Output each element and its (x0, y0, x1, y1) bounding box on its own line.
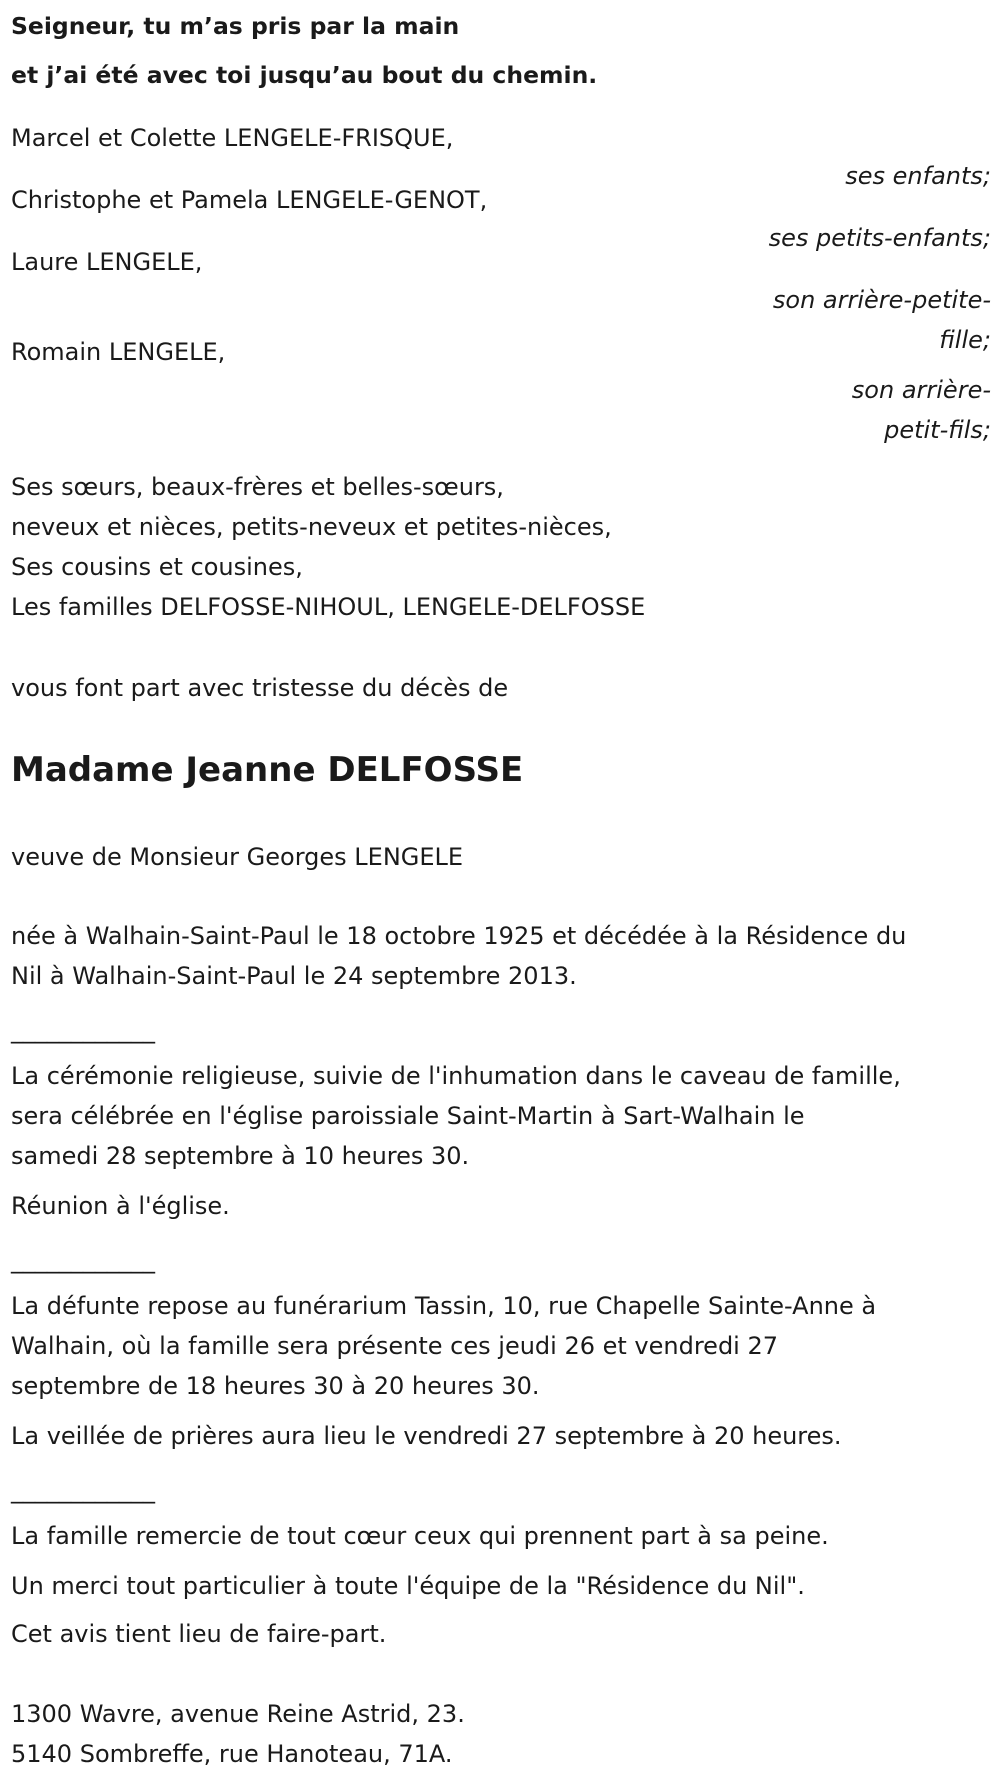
opening-quote (11, 2, 911, 100)
family-role (761, 370, 991, 450)
deceased-name: Madame Jeanne DELFOSSE (11, 750, 524, 790)
family-role-line-2: fille; (939, 326, 991, 354)
separator-line: ____________ (11, 1246, 155, 1274)
family-name: Marcel et Colette LENGELE-FRISQUE, (11, 124, 454, 152)
funerarium-line-2: Walhain, où la famille sera présente ces jeudi 26 et vendredi 27 (11, 1332, 779, 1360)
announcement-text: vous font part avec tristesse du décès de (11, 674, 509, 702)
relatives-list (11, 467, 645, 627)
funerarium-text (11, 1286, 876, 1406)
addresses (11, 1694, 465, 1774)
separator-line: ____________ (11, 1016, 155, 1044)
funerarium-line-3: septembre de 18 heures 30 à 20 heures 30. (11, 1372, 540, 1400)
family-role: ses enfants; (845, 162, 991, 190)
meeting-text: Réunion à l'église. (11, 1192, 230, 1220)
widow-of-text: veuve de Monsieur Georges LENGELE (11, 843, 464, 871)
address-line: 1300 Wavre, avenue Reine Astrid, 23. (11, 1700, 465, 1728)
relatives-line: neveux et nièces, petits-neveux et petites-nièces, (11, 513, 612, 541)
ceremony-line-2: sera célébrée en l'église paroissiale Saint-Martin à Sart-Walhain le (11, 1102, 805, 1130)
funerarium-line-1: La défunte repose au funérarium Tassin, 10, rue Chapelle Sainte-Anne à (11, 1292, 877, 1320)
relatives-line: Ses cousins et cousines, (11, 553, 303, 581)
family-list (11, 118, 991, 444)
birth-death-line-1: née à Walhain-Saint-Paul le 18 octobre 1925 et décédée à la Résidence du (11, 922, 907, 950)
thanks-line-3: Cet avis tient lieu de faire-part. (11, 1620, 387, 1648)
family-role-line-2: petit-fils; (884, 416, 991, 444)
birth-death-text (11, 916, 906, 996)
ceremony-line-3: samedi 28 septembre à 10 heures 30. (11, 1142, 470, 1170)
address-line: 5140 Sombreffe, rue Hanoteau, 71A. (11, 1740, 453, 1768)
family-role-line-1: son arrière- (851, 376, 991, 404)
family-row-great-grandson (11, 332, 991, 444)
thanks-line-1: La famille remercie de tout cœur ceux qui prennent part à sa peine. (11, 1522, 829, 1550)
thanks-line-2: Un merci tout particulier à toute l'équipe de la "Résidence du Nil". (11, 1572, 805, 1600)
family-name: Laure LENGELE, (11, 248, 203, 276)
separator-line: ____________ (11, 1476, 155, 1504)
family-name: Christophe et Pamela LENGELE-GENOT, (11, 186, 488, 214)
vigil-text: La veillée de prières aura lieu le vendredi 27 septembre à 20 heures. (11, 1422, 842, 1450)
quote-line-2: et j’ai été avec toi jusqu’au bout du chemin. (11, 61, 598, 89)
relatives-line: Ses sœurs, beaux-frères et belles-sœurs, (11, 473, 504, 501)
ceremony-text (11, 1056, 901, 1176)
birth-death-line-2: Nil à Walhain-Saint-Paul le 24 septembre 2013. (11, 962, 577, 990)
family-row-children (11, 118, 991, 190)
ceremony-line-1: La cérémonie religieuse, suivie de l'inhumation dans le caveau de famille, (11, 1062, 901, 1090)
family-row-grandchildren (11, 180, 991, 252)
family-role-line-1: son arrière-petite- (772, 286, 991, 314)
quote-line-1: Seigneur, tu m’as pris par la main (11, 12, 460, 40)
family-role: ses petits-enfants; (768, 224, 991, 252)
family-name: Romain LENGELE, (11, 338, 226, 366)
relatives-line: Les familles DELFOSSE-NIHOUL, LENGELE-DELFOSSE (11, 593, 646, 621)
